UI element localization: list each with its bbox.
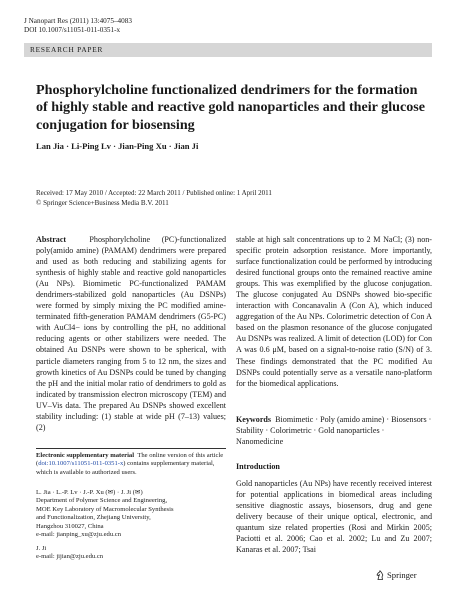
journal-citation xyxy=(24,17,132,35)
journal-reference: J Nanopart Res (2011) 13:4075–4083 xyxy=(24,17,132,25)
abstract-text-right: stable at high salt concentrations up to 2 M NaCl; (3) non-specific protein adsorption resistance. More importantly, surface functionalization could be performed by introducing desired functional groups onto the remained reactive amine groups. This was exemplified by the glucose conjugation. The glucose conjugated Au DSNPs showed bio-specific interaction with Concanavalin A (Con A), which induced aggregation of the Au NPs. Colorimetric detection of Con A based on the plasmon resonance of the glucose conjugated Au DSNPs was realized. A limit of detection (LOD) for Con A was 0.6 μM, based on a signal-to-noise ratio (S/N) of 3. These findings demonstrated that the PC modified Au DSNPs could potentially serve as a versatile nano-platform for the biomedical applications. xyxy=(236,235,432,388)
affiliation-city: Hangzhou 310027, China xyxy=(36,522,104,530)
abstract-text-left: Phosphorylcholine (PC)-functionalized poly(amido amine) (PAMAM) dendrimers were prepared and used as both reducing and stabilizing agents for synthesis of highly stable and reactive gold nanoparticles (Au NPs). Biomimetic PC-functionalized PAMAM dendrimers-stabilized gold nanoparticles (Au DSNPs) were formed by simply mixing the PC modified amine-terminated fifth-generation PAMAM dendrimers (G5-PC) with AuCl4− ions by controlling the pH, no additional reducing agents or other stabilizers were needed. The obtained Au DSNPs were shown to be spherical, with particle diameters ranging from 5 to 12 nm, the sizes and growth kinetics of Au DSNPs could be tuned by changing the pH and the initial molar ratio of dendrimers to gold as indicated by transmission electron microscopy (TEM) and UV–Vis data. The prepared Au DSNPs showed excellent stability including: (1) stable at wide pH (7–13) values; (2) xyxy=(36,235,226,432)
history-dates: Received: 17 May 2010 / Accepted: 22 March 2011 / Published online: 1 April 2011 xyxy=(36,189,272,197)
publication-dates xyxy=(36,189,432,208)
article-type-label: RESEARCH PAPER xyxy=(30,45,104,54)
affiliation-department: Department of Polymer Science and Engineering, xyxy=(36,497,168,505)
author-list: Lan Jia · Li-Ping Lv · Jian-Ping Xu · Jian Ji xyxy=(36,141,199,151)
esm-text-post: ) contains supplementary material, which is available to authorized users. xyxy=(36,460,215,476)
esm-text-pre: The online version of this article ( xyxy=(36,452,224,468)
article-type-banner xyxy=(24,43,432,57)
springer-knight-icon xyxy=(376,570,384,580)
publisher-logo xyxy=(376,570,417,580)
keywords-label: Keywords xyxy=(236,415,272,424)
affiliation-university: and Functionalization, Zhejiang University, xyxy=(36,514,151,522)
affiliation-authors: L. Jia · L.-P. Lv · J.-P. Xu (✉) · J. Ji (✉) xyxy=(36,489,143,496)
abstract-right-column xyxy=(236,234,432,389)
keywords-block xyxy=(236,414,432,447)
supplementary-note xyxy=(36,452,226,477)
copyright-line: © Springer Science+Business Media B.V. 2011 xyxy=(36,198,169,207)
affiliation-ji: J. Ji xyxy=(36,544,47,552)
abstract-left-column xyxy=(36,234,226,433)
introduction-heading: Introduction xyxy=(236,462,280,471)
footnote-divider xyxy=(36,448,226,449)
esm-label: Electronic supplementary material xyxy=(36,452,135,459)
affiliation-lab: MOE Key Laboratory of Macromolecular Synthesis xyxy=(36,505,174,513)
keywords-text: Biomimetic · Poly (amido amine) · Biosensors · Stability · Colorimetric · Gold nanoparticles · Nanomedicine xyxy=(236,415,432,447)
author-affiliation xyxy=(36,489,226,562)
introduction-text: Gold nanoparticles (Au NPs) have recently received interest for potential applications in biomedical areas including sensitive diagnostic assays, biosensors, drug and gene delivery because of their unique optical, electronic, and quantum size related properties (Rosi and Mirkin 2005; Paciotti et al. 2006; Cao et al. 2002; Lu and Zu 2007; Kanaras et al. 2007; Tsai xyxy=(236,479,432,555)
affiliation-email-xu[interactable]: e-mail: jianping_xu@zju.edu.cn xyxy=(36,531,121,539)
publisher-name: Springer xyxy=(387,570,417,580)
affiliation-email-ji[interactable]: e-mail: jijian@zju.edu.cn xyxy=(36,553,104,561)
doi-line: DOI 10.1007/s11051-011-0351-x xyxy=(24,26,121,34)
article-title: Phosphorylcholine functionalized dendrimers for the formation of highly stable and reactive gold nanoparticles and their glucose conjugation for biosensing xyxy=(36,82,426,133)
esm-doi-link[interactable]: doi:10.1007/s11051-011-0351-x xyxy=(38,460,124,468)
abstract-label: Abstract xyxy=(36,235,67,244)
